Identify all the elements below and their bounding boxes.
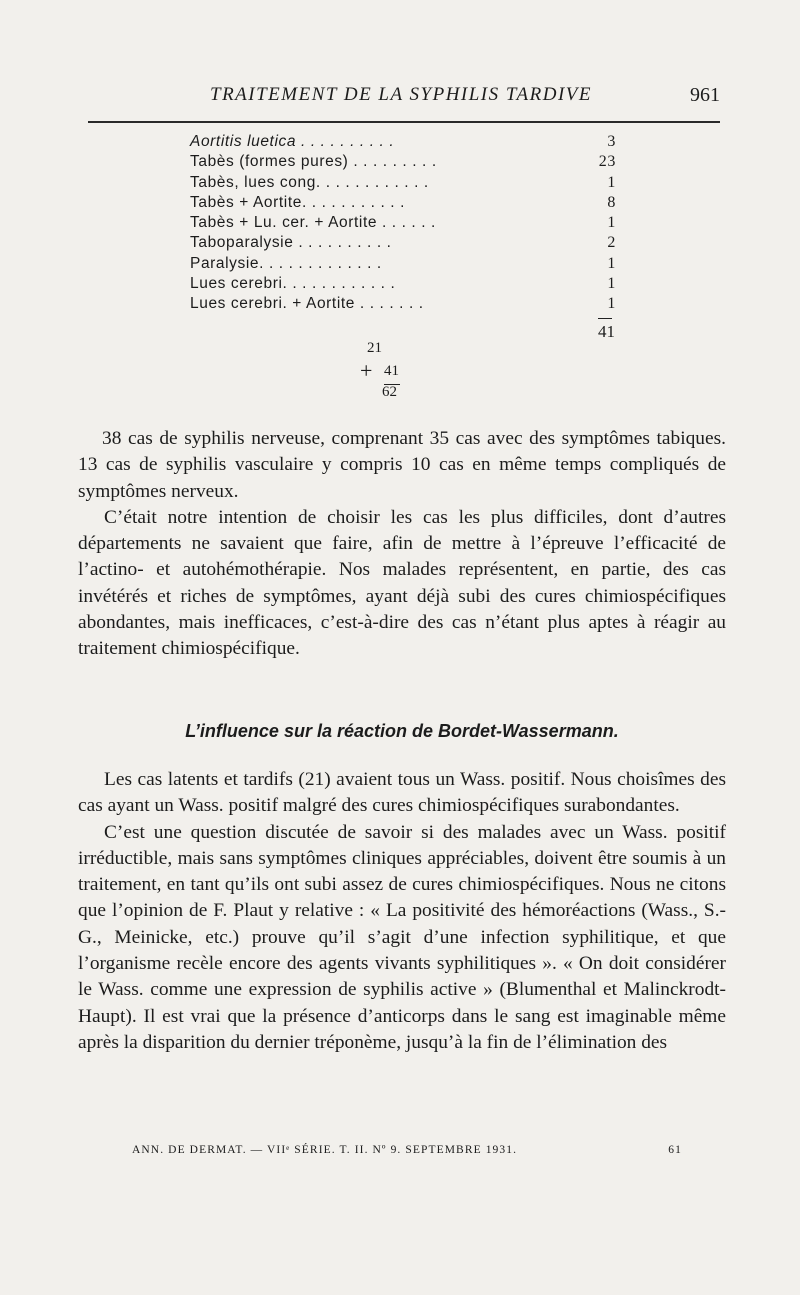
sheet-number: 61 <box>668 1144 682 1156</box>
tally-row <box>190 254 630 274</box>
tally-row <box>190 173 630 193</box>
header-rule <box>88 121 720 123</box>
page-number: 961 <box>690 84 720 106</box>
sum-addend-a: 21 <box>367 340 382 356</box>
tally-count: 8 <box>607 193 616 211</box>
case-tally <box>190 132 630 315</box>
tally-label: Tabès, lues cong. . . . . . . . . . . . <box>190 173 429 191</box>
tally-count: 2 <box>607 234 616 252</box>
tally-count: 1 <box>607 295 616 313</box>
sum-addend-b: 41 <box>384 363 399 379</box>
tally-label: Paralysie. . . . . . . . . . . . . <box>190 254 382 272</box>
tally-count: 1 <box>607 254 616 272</box>
paragraph: 38 cas de syphilis nerveuse, comprenant 35 cas avec des symptômes tabiques. 13 cas de syphilis vasculaire y compris 10 cas en même temps compliqués de symptômes nerveux. <box>78 428 726 502</box>
tally-count: 23 <box>598 153 616 171</box>
paragraph: Les cas latents et tardifs (21) avaient tous un Wass. positif. Nous choisîmes des cas ayant un Wass. positif malgré des cures chimiospécifiques surabondantes. <box>78 769 726 817</box>
section-heading: L’influence sur la réaction de Bordet-Wassermann. <box>185 721 619 741</box>
journal-citation: ANN. DE DERMAT. — VIIᵉ SÉRIE. T. II. Nº 9. SEPTEMBRE 1931. <box>132 1144 518 1156</box>
tally-count: 3 <box>607 133 616 150</box>
tally-label: Tabès + Aortite. . . . . . . . . . . <box>190 193 406 211</box>
running-title: TRAITEMENT DE LA SYPHILIS TARDIVE <box>210 84 593 105</box>
running-header <box>88 84 720 114</box>
tally-label: Lues cerebri. + Aortite . . . . . . . <box>190 295 424 313</box>
tally-row <box>190 294 630 314</box>
tally-row <box>190 193 630 213</box>
paragraph: C’était notre intention de choisir les cas les plus difficiles, dont d’autres départements ne savaient que faire, afin de mettre à l’épreuve l’efficacité de l’actino- et autohémothérapie. Nos malades représentent, en partie, des cas invétérés et riches de symptômes, ayant déjà subi des cures chimiospécifiques abondantes, mais inefficaces, c’est-à-dire des cas n’étant plus aptes à réagir au traitement chimiospécifique. <box>78 506 726 660</box>
sum-plus-sign: + <box>360 358 373 383</box>
tally-label: Tabès + Lu. cer. + Aortite . . . . . . <box>190 214 436 232</box>
paragraph: C’est une question discutée de savoir si des malades avec un Wass. positif irréductible, mais sans symptômes cliniques appréciables, doivent être soumis à un traitement, en tant qu’ils ont subi assez de cures chimiospécifiques. Nous ne citons que l’opinion de F. Plaut y relative : « La positivité des hémoréactions (Wass., S.-G., Meinicke, etc.) prouve qu’il s’agit d’une infection syphilitique, et que l’organisme recèle encore des agents vivants syphilitiques ». « On doit considérer le Wass. comme une expression de syphilis active » (Blumenthal et Malinckrodt-Haupt). Il est vrai que la présence d’anticorps dans le sang est imaginable même après la disparition du dernier tréponème, jusqu’à la fin de l’élimination des <box>78 821 726 1053</box>
tally-label: Lues cerebri. . . . . . . . . . . . <box>190 275 396 293</box>
tally-total: 41 <box>598 322 615 341</box>
tally-row <box>190 274 630 294</box>
tally-count: 1 <box>607 173 616 191</box>
sum-result: 62 <box>382 384 397 400</box>
tally-label: Tabès (formes pures) . . . . . . . . . <box>190 153 437 171</box>
body-text-2 <box>78 767 726 1056</box>
tally-row <box>190 152 630 172</box>
tally-row <box>190 132 630 152</box>
tally-count: 1 <box>607 214 616 232</box>
tally-count: 1 <box>607 275 616 293</box>
tally-row <box>190 213 630 233</box>
tally-label: Aortitis luetica . . . . . . . . . . <box>190 133 395 150</box>
tally-row <box>190 233 630 253</box>
tally-total-rule <box>598 318 612 319</box>
body-text-1 <box>78 426 726 663</box>
tally-label: Taboparalysie . . . . . . . . . . <box>190 234 392 252</box>
